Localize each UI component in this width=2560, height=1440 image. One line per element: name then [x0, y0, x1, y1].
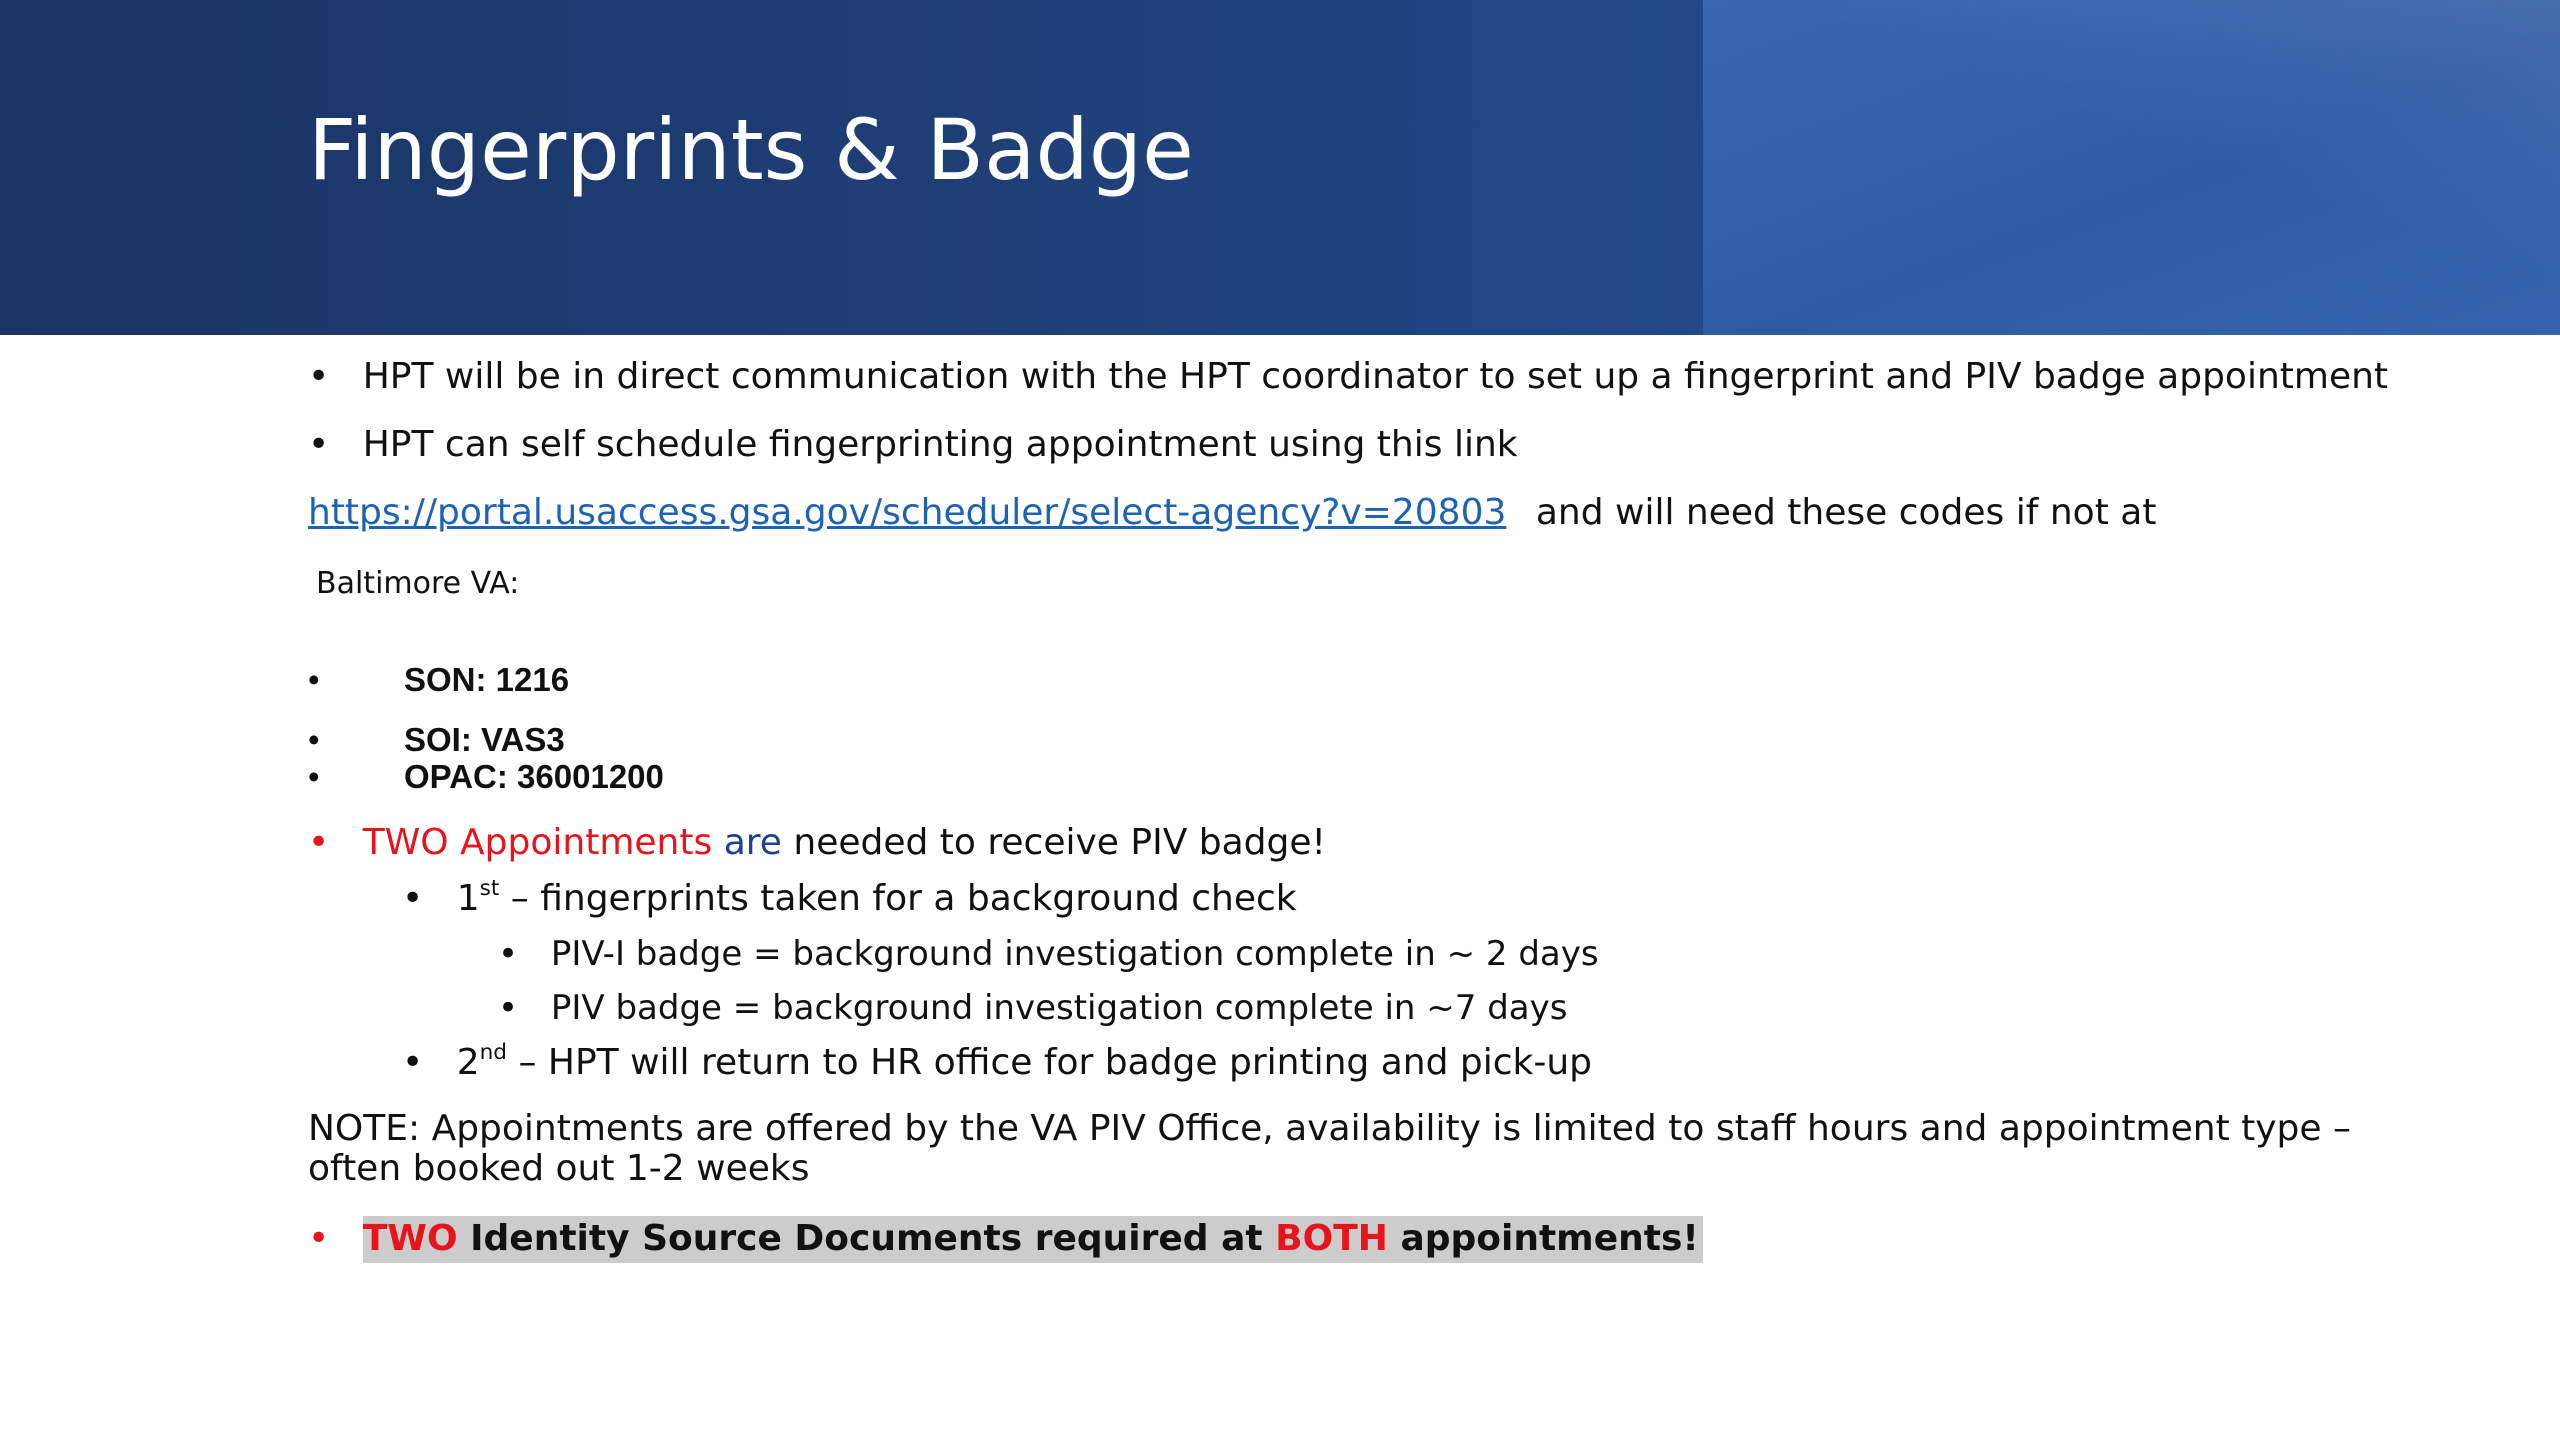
bullet-glyph: • [308, 758, 320, 795]
note-paragraph [308, 1109, 2351, 1189]
title-banner [0, 0, 2560, 335]
list-item [308, 1217, 1703, 1261]
list-item [308, 821, 1326, 865]
two-appointments-red: TWO Appointments [362, 822, 713, 863]
code-soi [308, 721, 565, 759]
bullet-glyph: • [498, 934, 519, 974]
link-tail-text: and will need these codes if not at [1535, 492, 2157, 533]
bullet-glyph: • [402, 1042, 424, 1083]
list-item [402, 877, 1297, 921]
note-line-2: often booked out 1-2 weeks [308, 1148, 810, 1189]
code-son-text: SON: 1216 [404, 661, 570, 698]
piv-text: PIV badge = background investigation complete in ~7 days [550, 988, 1568, 1028]
two-appointments-blue: are [723, 822, 782, 863]
first-superscript: st [479, 875, 500, 901]
code-son [308, 661, 570, 699]
piv-i-text: PIV-I badge = background investigation complete in ~ 2 days [550, 934, 1599, 974]
scheduler-link[interactable]: https://portal.usaccess.gsa.gov/scheduler/select-agency?v=20803 [308, 492, 1507, 533]
first-text: – fingerprints taken for a background check [510, 878, 1297, 919]
baltimore-label: Baltimore VA: [316, 566, 520, 601]
slide-title: Fingerprints & Badge [308, 101, 1194, 199]
bullet-glyph: • [308, 1218, 330, 1259]
second-text: – HPT will return to HR office for badge printing and pick-up [518, 1042, 1593, 1083]
code-opac-text: OPAC: 36001200 [404, 758, 664, 795]
identity-docs-two: TWO [362, 1218, 458, 1259]
bullet-glyph: • [308, 661, 320, 698]
list-item [498, 933, 1599, 975]
second-superscript: nd [479, 1039, 507, 1065]
title-banner-panel [1703, 0, 2560, 335]
list-item [308, 423, 1518, 467]
bullet-glyph: • [498, 988, 519, 1028]
identity-docs-both: BOTH [1275, 1218, 1388, 1259]
first-number: 1 [456, 878, 480, 919]
bullet-glyph: • [402, 878, 424, 919]
bullet-glyph: • [308, 721, 320, 758]
slide-body [0, 335, 2560, 1440]
title-banner-shine [1703, 0, 2560, 335]
bullet-text: HPT can self schedule fingerprinting appointment using this link [362, 424, 1518, 465]
bullet-glyph: • [308, 424, 330, 465]
identity-docs-end: appointments! [1400, 1218, 1699, 1259]
link-line [308, 491, 2156, 535]
second-number: 2 [456, 1042, 480, 1083]
list-item [308, 355, 2388, 399]
list-item [498, 987, 1567, 1029]
code-soi-text: SOI: VAS3 [404, 721, 565, 758]
bullet-text: HPT will be in direct communication with the HPT coordinator to set up a fingerprint and PIV badge appointment [362, 356, 2389, 397]
bullet-glyph: • [308, 356, 330, 397]
identity-docs-mid: Identity Source Documents required at [470, 1218, 1263, 1259]
bullet-glyph: • [308, 822, 330, 863]
two-appointments-rest: needed to receive PIV badge! [793, 822, 1326, 863]
identity-docs-highlight [363, 1216, 1703, 1263]
code-opac [308, 758, 664, 796]
list-item [402, 1041, 1592, 1085]
note-line-1: NOTE: Appointments are offered by the VA PIV Office, availability is limited to staff hours and appointment type – [308, 1108, 2351, 1149]
